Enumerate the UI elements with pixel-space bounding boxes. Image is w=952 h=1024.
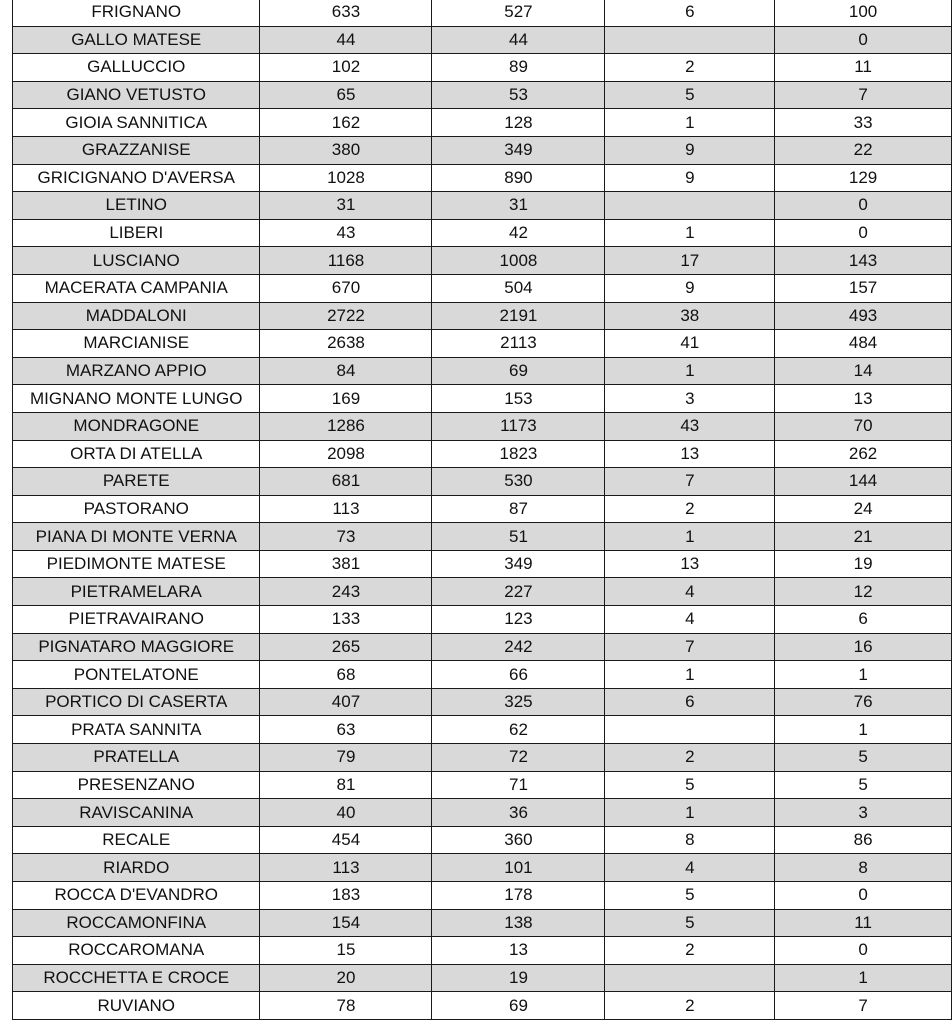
value-cell-1: 1028: [260, 164, 432, 192]
value-cell-1: 79: [260, 744, 432, 772]
municipality-cell: LUSCIANO: [13, 247, 260, 275]
value-cell-2: 42: [432, 219, 605, 247]
value-cell-3: 7: [605, 468, 775, 496]
table-row: [13, 412, 952, 440]
value-cell-3: 5: [605, 909, 775, 937]
value-cell-3: 2: [605, 937, 775, 965]
value-cell-4: 262: [775, 440, 952, 468]
value-cell-1: 63: [260, 716, 432, 744]
value-cell-3: 1: [605, 357, 775, 385]
value-cell-2: 2191: [432, 302, 605, 330]
value-cell-4: 157: [775, 274, 952, 302]
value-cell-1: 15: [260, 937, 432, 965]
table-row: [13, 385, 952, 413]
value-cell-1: 113: [260, 854, 432, 882]
value-cell-3: 5: [605, 882, 775, 910]
value-cell-2: 72: [432, 744, 605, 772]
value-cell-2: 227: [432, 578, 605, 606]
value-cell-1: 31: [260, 192, 432, 220]
value-cell-3: 1: [605, 799, 775, 827]
value-cell-4: 7: [775, 992, 952, 1020]
municipality-cell: RIARDO: [13, 854, 260, 882]
value-cell-1: 113: [260, 495, 432, 523]
value-cell-2: 1173: [432, 412, 605, 440]
table-row: [13, 54, 952, 82]
table-row: [13, 688, 952, 716]
value-cell-3: 1: [605, 523, 775, 551]
value-cell-1: 243: [260, 578, 432, 606]
value-cell-4: 6: [775, 606, 952, 634]
municipality-cell: PRESENZANO: [13, 771, 260, 799]
municipality-cell: MADDALONI: [13, 302, 260, 330]
municipality-cell: PIETRAMELARA: [13, 578, 260, 606]
value-cell-1: 43: [260, 219, 432, 247]
value-cell-4: 11: [775, 54, 952, 82]
value-cell-3: 1: [605, 109, 775, 137]
value-cell-2: 138: [432, 909, 605, 937]
value-cell-4: 100: [775, 0, 952, 26]
value-cell-3: [605, 192, 775, 220]
value-cell-4: 12: [775, 578, 952, 606]
municipality-cell: MARZANO APPIO: [13, 357, 260, 385]
value-cell-1: 44: [260, 26, 432, 54]
value-cell-3: 38: [605, 302, 775, 330]
value-cell-4: 24: [775, 495, 952, 523]
value-cell-4: 8: [775, 854, 952, 882]
value-cell-3: 6: [605, 688, 775, 716]
municipality-cell: MONDRAGONE: [13, 412, 260, 440]
value-cell-1: 381: [260, 550, 432, 578]
table-row: [13, 523, 952, 551]
value-cell-2: 153: [432, 385, 605, 413]
value-cell-1: 407: [260, 688, 432, 716]
table-row: [13, 247, 952, 275]
value-cell-1: 73: [260, 523, 432, 551]
municipality-cell: MARCIANISE: [13, 330, 260, 358]
value-cell-4: 14: [775, 357, 952, 385]
value-cell-1: 454: [260, 826, 432, 854]
value-cell-3: 4: [605, 854, 775, 882]
value-cell-2: 325: [432, 688, 605, 716]
value-cell-4: 1: [775, 661, 952, 689]
value-cell-4: 5: [775, 771, 952, 799]
table-row: [13, 964, 952, 992]
value-cell-1: 2722: [260, 302, 432, 330]
value-cell-2: 1823: [432, 440, 605, 468]
value-cell-1: 81: [260, 771, 432, 799]
municipality-cell: GALLUCCIO: [13, 54, 260, 82]
value-cell-2: 69: [432, 992, 605, 1020]
value-cell-2: 44: [432, 26, 605, 54]
municipality-cell: ROCCAMONFINA: [13, 909, 260, 937]
table-row: [13, 136, 952, 164]
value-cell-3: 6: [605, 0, 775, 26]
value-cell-4: 493: [775, 302, 952, 330]
table-row: [13, 550, 952, 578]
value-cell-1: 183: [260, 882, 432, 910]
municipality-cell: PRATA SANNITA: [13, 716, 260, 744]
value-cell-3: 9: [605, 274, 775, 302]
value-cell-1: 265: [260, 633, 432, 661]
value-cell-2: 101: [432, 854, 605, 882]
value-cell-1: 20: [260, 964, 432, 992]
value-cell-4: 22: [775, 136, 952, 164]
value-cell-3: 2: [605, 744, 775, 772]
value-cell-3: 4: [605, 578, 775, 606]
value-cell-4: 1: [775, 716, 952, 744]
value-cell-4: 3: [775, 799, 952, 827]
value-cell-2: 31: [432, 192, 605, 220]
value-cell-1: 670: [260, 274, 432, 302]
value-cell-2: 890: [432, 164, 605, 192]
value-cell-3: 7: [605, 633, 775, 661]
value-cell-4: 76: [775, 688, 952, 716]
table-row: [13, 606, 952, 634]
table-row: [13, 164, 952, 192]
table-row: [13, 854, 952, 882]
municipality-cell: GALLO MATESE: [13, 26, 260, 54]
value-cell-4: 1: [775, 964, 952, 992]
value-cell-4: 0: [775, 882, 952, 910]
value-cell-2: 51: [432, 523, 605, 551]
value-cell-1: 169: [260, 385, 432, 413]
table-row: [13, 440, 952, 468]
table-row: [13, 109, 952, 137]
value-cell-2: 123: [432, 606, 605, 634]
municipality-cell: GRICIGNANO D'AVERSA: [13, 164, 260, 192]
municipality-cell: ROCCAROMANA: [13, 937, 260, 965]
value-cell-1: 2638: [260, 330, 432, 358]
value-cell-4: 70: [775, 412, 952, 440]
value-cell-2: 19: [432, 964, 605, 992]
value-cell-2: 1008: [432, 247, 605, 275]
value-cell-4: 0: [775, 937, 952, 965]
value-cell-3: 3: [605, 385, 775, 413]
municipality-cell: PARETE: [13, 468, 260, 496]
municipality-cell: GRAZZANISE: [13, 136, 260, 164]
municipality-cell: GIOIA SANNITICA: [13, 109, 260, 137]
value-cell-2: 13: [432, 937, 605, 965]
value-cell-1: 133: [260, 606, 432, 634]
municipality-cell: FRIGNANO: [13, 0, 260, 26]
municipality-cell: ROCCA D'EVANDRO: [13, 882, 260, 910]
value-cell-1: 40: [260, 799, 432, 827]
municipality-cell: GIANO VETUSTO: [13, 81, 260, 109]
municipality-cell: RECALE: [13, 826, 260, 854]
value-cell-1: 633: [260, 0, 432, 26]
municipality-cell: PIEDIMONTE MATESE: [13, 550, 260, 578]
table-row: [13, 495, 952, 523]
municipality-cell: LETINO: [13, 192, 260, 220]
municipality-cell: PIANA DI MONTE VERNA: [13, 523, 260, 551]
value-cell-1: 1286: [260, 412, 432, 440]
value-cell-2: 62: [432, 716, 605, 744]
value-cell-2: 178: [432, 882, 605, 910]
table-row: [13, 81, 952, 109]
value-cell-2: 504: [432, 274, 605, 302]
table-row: [13, 771, 952, 799]
value-cell-4: 13: [775, 385, 952, 413]
value-cell-1: 2098: [260, 440, 432, 468]
value-cell-3: 13: [605, 440, 775, 468]
value-cell-3: 4: [605, 606, 775, 634]
value-cell-2: 349: [432, 550, 605, 578]
value-cell-3: 17: [605, 247, 775, 275]
table-body: [13, 0, 952, 1019]
municipality-cell: PRATELLA: [13, 744, 260, 772]
value-cell-4: 33: [775, 109, 952, 137]
table-row: [13, 992, 952, 1020]
table-row: [13, 219, 952, 247]
table-row: [13, 744, 952, 772]
value-cell-2: 242: [432, 633, 605, 661]
table-row: [13, 633, 952, 661]
value-cell-2: 53: [432, 81, 605, 109]
value-cell-2: 71: [432, 771, 605, 799]
value-cell-2: 360: [432, 826, 605, 854]
value-cell-3: 41: [605, 330, 775, 358]
value-cell-1: 162: [260, 109, 432, 137]
municipality-cell: ORTA DI ATELLA: [13, 440, 260, 468]
value-cell-1: 681: [260, 468, 432, 496]
municipality-data-table: [12, 0, 952, 1020]
value-cell-2: 87: [432, 495, 605, 523]
table-row: [13, 0, 952, 26]
value-cell-3: [605, 964, 775, 992]
municipality-cell: ROCCHETTA E CROCE: [13, 964, 260, 992]
value-cell-4: 484: [775, 330, 952, 358]
value-cell-4: 0: [775, 26, 952, 54]
value-cell-3: 1: [605, 661, 775, 689]
table-row: [13, 468, 952, 496]
value-cell-2: 349: [432, 136, 605, 164]
table-row: [13, 661, 952, 689]
municipality-cell: RAVISCANINA: [13, 799, 260, 827]
value-cell-3: 1: [605, 219, 775, 247]
municipality-cell: MACERATA CAMPANIA: [13, 274, 260, 302]
value-cell-2: 527: [432, 0, 605, 26]
table-row: [13, 826, 952, 854]
value-cell-2: 2113: [432, 330, 605, 358]
municipality-cell: PIGNATARO MAGGIORE: [13, 633, 260, 661]
table-row: [13, 357, 952, 385]
municipality-cell: PIETRAVAIRANO: [13, 606, 260, 634]
value-cell-3: [605, 26, 775, 54]
value-cell-4: 11: [775, 909, 952, 937]
value-cell-2: 66: [432, 661, 605, 689]
value-cell-1: 380: [260, 136, 432, 164]
table-row: [13, 882, 952, 910]
municipality-cell: MIGNANO MONTE LUNGO: [13, 385, 260, 413]
value-cell-3: 2: [605, 992, 775, 1020]
value-cell-3: 43: [605, 412, 775, 440]
value-cell-4: 143: [775, 247, 952, 275]
value-cell-4: 19: [775, 550, 952, 578]
value-cell-4: 5: [775, 744, 952, 772]
table-row: [13, 192, 952, 220]
value-cell-3: 8: [605, 826, 775, 854]
value-cell-2: 128: [432, 109, 605, 137]
value-cell-1: 102: [260, 54, 432, 82]
value-cell-4: 86: [775, 826, 952, 854]
table-row: [13, 26, 952, 54]
value-cell-4: 144: [775, 468, 952, 496]
value-cell-4: 0: [775, 192, 952, 220]
value-cell-3: 5: [605, 81, 775, 109]
table-row: [13, 799, 952, 827]
municipality-cell: PORTICO DI CASERTA: [13, 688, 260, 716]
table-row: [13, 909, 952, 937]
value-cell-4: 0: [775, 219, 952, 247]
table-row: [13, 302, 952, 330]
value-cell-3: 2: [605, 54, 775, 82]
value-cell-1: 65: [260, 81, 432, 109]
value-cell-4: 129: [775, 164, 952, 192]
value-cell-4: 16: [775, 633, 952, 661]
table-row: [13, 274, 952, 302]
municipality-cell: PASTORANO: [13, 495, 260, 523]
value-cell-2: 36: [432, 799, 605, 827]
table-row: [13, 716, 952, 744]
value-cell-1: 78: [260, 992, 432, 1020]
value-cell-4: 21: [775, 523, 952, 551]
table-row: [13, 578, 952, 606]
value-cell-2: 69: [432, 357, 605, 385]
table-row: [13, 330, 952, 358]
value-cell-4: 7: [775, 81, 952, 109]
value-cell-3: 9: [605, 136, 775, 164]
value-cell-1: 1168: [260, 247, 432, 275]
value-cell-1: 68: [260, 661, 432, 689]
municipality-cell: RUVIANO: [13, 992, 260, 1020]
value-cell-2: 89: [432, 54, 605, 82]
municipality-cell: PONTELATONE: [13, 661, 260, 689]
value-cell-3: 2: [605, 495, 775, 523]
value-cell-3: 13: [605, 550, 775, 578]
value-cell-1: 154: [260, 909, 432, 937]
value-cell-3: 5: [605, 771, 775, 799]
value-cell-3: [605, 716, 775, 744]
table-row: [13, 937, 952, 965]
value-cell-3: 9: [605, 164, 775, 192]
value-cell-2: 530: [432, 468, 605, 496]
value-cell-1: 84: [260, 357, 432, 385]
municipality-cell: LIBERI: [13, 219, 260, 247]
